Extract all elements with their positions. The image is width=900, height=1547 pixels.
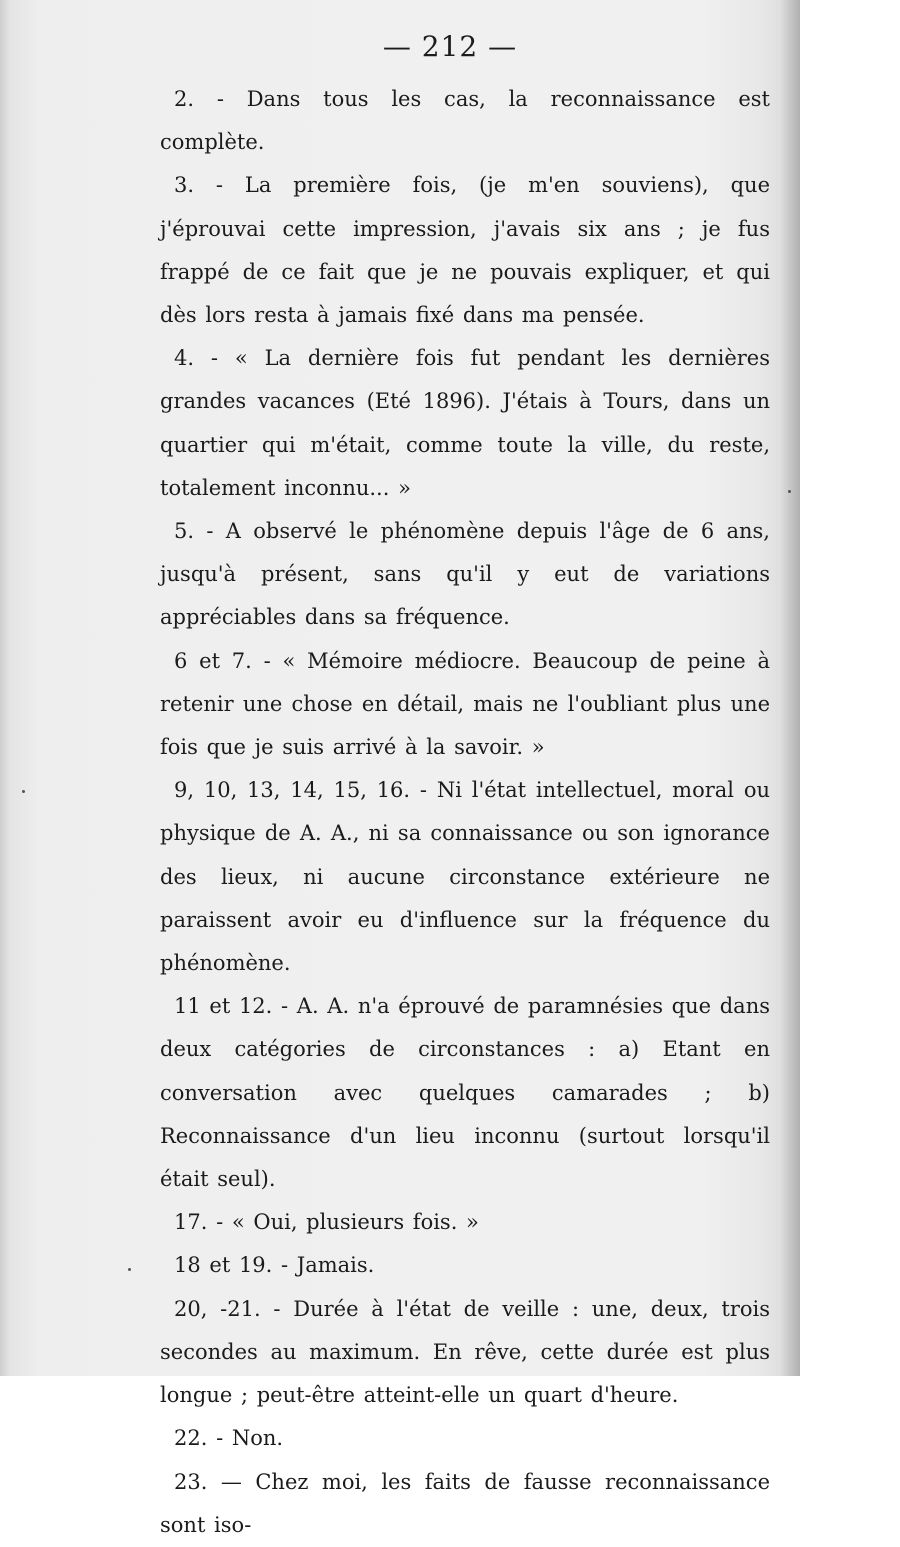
- paragraph-23: 23. — Chez moi, les faits de fausse reconnaissance sont iso-: [160, 1469, 770, 1537]
- page-number: — 212 —: [382, 30, 518, 63]
- paragraph-11-12: 11 et 12. - A. A. n'a éprouvé de paramnésies que dans deux catégories de circonstances : a) Etant en conversation avec quelques camarades ; b) Reconnaissance d'un lieu inconnu (surtout lorsqu'il était seul).: [160, 994, 770, 1192]
- scan-speck: [128, 1268, 131, 1271]
- paragraph-9-16: 9, 10, 13, 14, 15, 16. - Ni l'état intellectuel, moral ou physique de A. A., ni sa connaissance ou son ignorance des lieux, ni aucune circonstance extérieure ne paraissent avoir eu d'influence sur la fréquence du phénomène.: [160, 778, 770, 976]
- paragraph-2: 2. - Dans tous les cas, la reconnaissance est complète.: [160, 87, 770, 155]
- body-text: [160, 78, 770, 1547]
- page-edge-shadow: [780, 0, 800, 1376]
- paragraph-22: 22. - Non.: [174, 1426, 284, 1451]
- paragraph-4: 4. - « La dernière fois fut pendant les dernières grandes vacances (Eté 1896). J'étais à Tours, dans un quartier qui m'était, comme toute la ville, du reste, totalement inconnu... »: [160, 346, 770, 500]
- scan-speck: [788, 490, 791, 493]
- scan-speck: [22, 790, 25, 793]
- paragraph-17: 17. - « Oui, plusieurs fois. »: [174, 1210, 479, 1235]
- paragraph-5: 5. - A observé le phénomène depuis l'âge de 6 ans, jusqu'à présent, sans qu'il y eut de variations appréciables dans sa fréquence.: [160, 519, 770, 630]
- paragraph-6-7: 6 et 7. - « Mémoire médiocre. Beaucoup de peine à retenir une chose en détail, mais ne l'oubliant plus une fois que je suis arrivé à la savoir. »: [160, 648, 770, 760]
- paragraph-20-21: 20, -21. - Durée à l'état de veille : une, deux, trois secondes au maximum. En rêve, cette durée est plus longue ; peut-être atteint-elle un quart d'heure.: [160, 1296, 770, 1408]
- paragraph-3: 3. - La première fois, (je m'en souviens), que j'éprouvai cette impression, j'avais six ans ; je fus frappé de ce fait que je ne pouvais expliquer, et qui dès lors resta à jamais fixé dans ma pensée.: [160, 173, 770, 328]
- paragraph-18-19: 18 et 19. - Jamais.: [174, 1253, 375, 1278]
